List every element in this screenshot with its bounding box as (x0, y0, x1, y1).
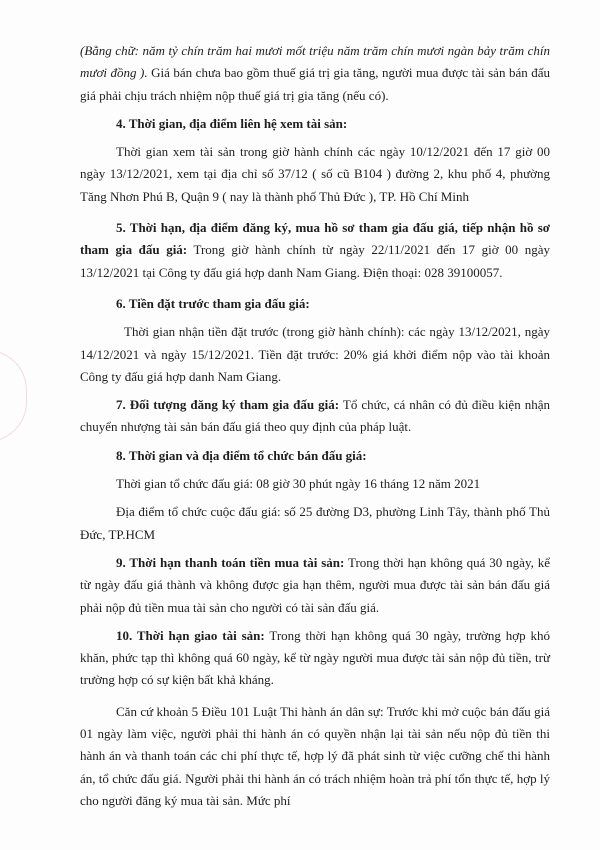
section-8-heading: 8. Thời gian và địa điểm tổ chức bán đấu giá: (116, 447, 367, 463)
section-5-body: Trong giờ hành chính từ ngày 22/11/2021 đến 17 giờ 00 ngày 13/12/2021 tại Công ty đấu giá hợp danh Nam Giang. Điện thoại: 028 39100057. (80, 242, 550, 280)
section-6-heading: 6. Tiền đặt trước tham gia đấu giá: (116, 295, 310, 311)
closing-paragraph: Căn cứ khoản 5 Điều 101 Luật Thi hành án dân sự: Trước khi mở cuộc bán đấu giá 01 ngày làm việc, người phải thi hành án có quyền nhận lại tài sản nếu nộp đủ tiền thi hành án và thanh toán các chi phí thực tế, hợp lý đã phát sinh từ việc cưỡng chế thi hành án, tổ chức đấu giá. Người phải thi hành án có trách nhiệm hoàn trả phí tổn thực tế, hợp lý cho người đăng ký mua tài sản. Mức phí (80, 703, 550, 808)
section-9-heading: 9. Thời hạn thanh toán tiền mua tài sản: (116, 554, 345, 570)
section-5-paragraph (80, 217, 550, 284)
document-body (80, 40, 550, 812)
section-7-body: Tổ chức, cá nhân có đủ điều kiện nhận chuyển nhượng tài sản bán đấu giá theo quy định của pháp luật. (80, 397, 550, 435)
red-seal-fragment (0, 350, 27, 442)
section-7-heading: 7. Đối tượng đăng ký tham gia đấu giá: (116, 397, 340, 413)
vat-note: Giá bán chưa bao gồm thuế giá trị gia tăng, người mua được tài sản bán đấu giá phải chịu trách nhiệm nộp thuế giá trị gia tăng (nếu có). (80, 65, 551, 103)
section-4-heading: 4. Thời gian, địa điểm liên hệ xem tài sản: (116, 115, 348, 131)
section-9-body: Trong thời hạn không quá 30 ngày, kể từ ngày đấu giá thành và không được gia hạn thêm, người mua được tài sản bán đấu giá phải nộp đủ tiền mua tài sản cho người có tài sản đấu giá. (80, 554, 550, 615)
section-9-paragraph (80, 552, 550, 619)
section-8-time: Thời gian tổ chức đấu giá: 08 giờ 30 phút ngày 16 tháng 12 năm 2021 (116, 476, 481, 492)
section-10-paragraph (80, 625, 550, 692)
section-4-body: Thời gian xem tài sản trong giờ hành chính các ngày 10/12/2021 đến 17 giờ 00 ngày 13/12/2021, xem tại địa chỉ số 37/12 ( số cũ B104 ) đường 2, khu phố 4, phường Tăng Nhơn Phú B, Quận 9 ( nay là thành phố Thủ Đức ), TP. Hồ Chí Minh (80, 144, 550, 204)
section-6-body: Thời gian nhận tiền đặt trước (trong giờ hành chính): các ngày 13/12/2021, ngày 14/12/2021 và ngày 15/12/2021. Tiền đặt trước: 20% giá khởi điểm nộp vào tài khoản Công ty đấu giá hợp danh Nam Giang. (80, 324, 550, 384)
price-in-words: (Bằng chữ: năm tỷ chín trăm hai mươi mốt triệu năm trăm chín mươi ngàn bảy trăm chín mươi đồng ). (80, 43, 550, 81)
section-10-heading: 10. Thời hạn giao tài sản: (116, 627, 265, 643)
section-8-place: Địa điểm tổ chức cuộc đấu giá: số 25 đường D3, phường Linh Tây, thành phố Thủ Đức, TP.HCM (80, 504, 550, 542)
price-in-words-paragraph (80, 40, 550, 107)
section-7-paragraph (80, 394, 550, 439)
section-5-heading: 5. Thời hạn, địa điểm đăng ký, mua hồ sơ tham gia đấu giá, tiếp nhận hồ sơ tham gia đấu giá: (80, 220, 550, 258)
section-10-body: Trong thời hạn không quá 30 ngày, trường hợp khó khăn, phức tạp thì không quá 60 ngày, kể từ ngày người mua được tài sản nộp đủ tiền, trừ trường hợp có sự kiện bất khả kháng. (80, 627, 550, 688)
